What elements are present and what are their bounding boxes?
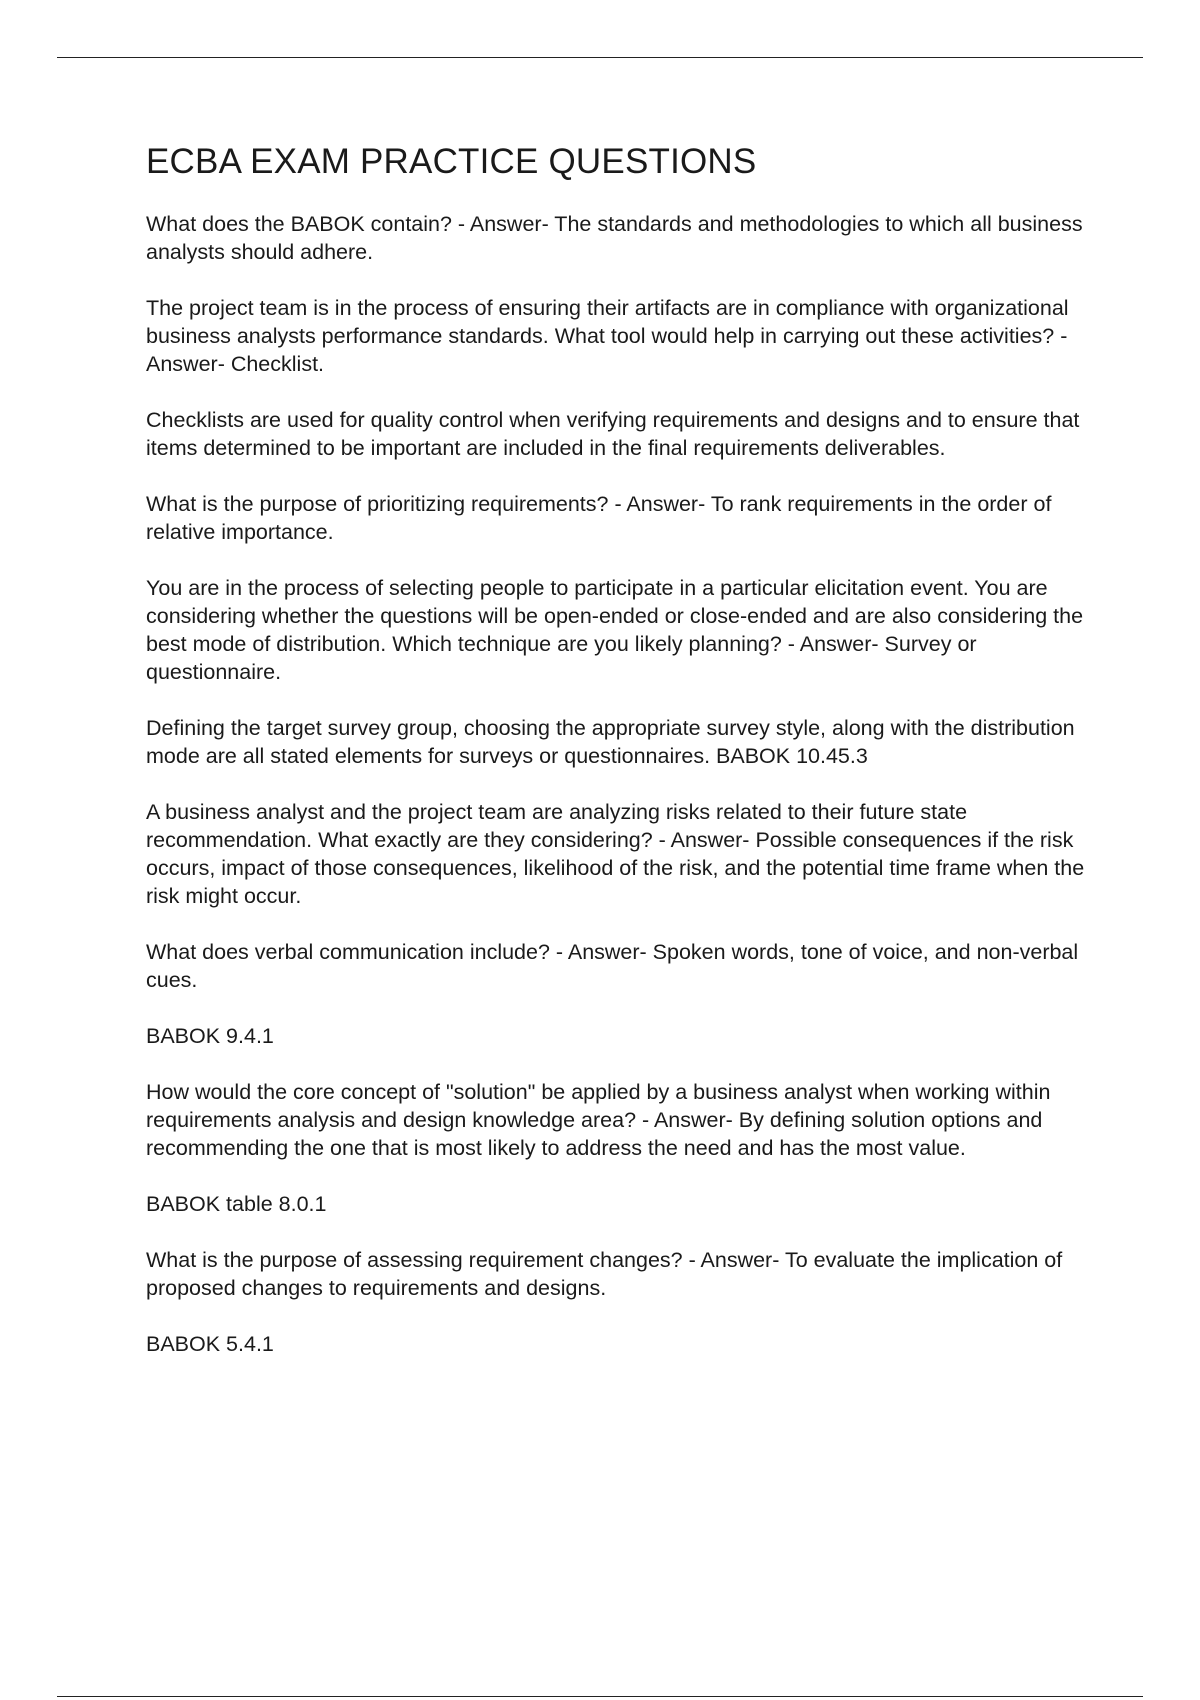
- paragraph-babok-reference-5-4-1: BABOK 5.4.1: [146, 1332, 274, 1356]
- paragraph-checklist-explanation: Checklists are used for quality control when verifying requirements and designs and to ensure that items determined to be important are included in the final requirements deliverables.: [146, 408, 1080, 460]
- paragraph-babok-contents: What does the BABOK contain? - Answer- The standards and methodologies to which all business analysts should adhere.: [146, 212, 1083, 264]
- paragraph-verbal-communication-question: What does verbal communication include? - Answer- Spoken words, tone of voice, and non-verbal cues.: [146, 940, 1079, 992]
- paragraph-survey-question: You are in the process of selecting people to participate in a particular elicitation event. You are considering whether the questions will be open-ended or close-ended and are also considering the best mode of distribution. Which technique are you likely planning? - Answer- Survey or questionnaire.: [146, 576, 1084, 684]
- page-title: ECBA EXAM PRACTICE QUESTIONS: [146, 142, 757, 181]
- paragraph-babok-reference-table-8-0-1: BABOK table 8.0.1: [146, 1192, 327, 1216]
- paragraph-checklist-question: The project team is in the process of ensuring their artifacts are in compliance with organizational business analysts performance standards. What tool would help in carrying out these activities? - Answer- Checklist.: [146, 296, 1069, 376]
- paragraph-survey-explanation: Defining the target survey group, choosing the appropriate survey style, along with the distribution mode are all stated elements for surveys or questionnaires. BABOK 10.45.3: [146, 716, 1075, 768]
- paragraph-requirement-changes-question: What is the purpose of assessing requirement changes? - Answer- To evaluate the implication of proposed changes to requirements and designs.: [146, 1248, 1063, 1300]
- paragraph-babok-reference-9-4-1: BABOK 9.4.1: [146, 1024, 274, 1048]
- document-body: [146, 140, 1096, 1386]
- paragraph-solution-concept-question: How would the core concept of "solution" be applied by a business analyst when working within requirements analysis and design knowledge area? - Answer- By defining solution options and recommending the one that is most likely to address the need and has the most value.: [146, 1080, 1051, 1160]
- paragraph-prioritizing-question: What is the purpose of prioritizing requirements? - Answer- To rank requirements in the order of relative importance.: [146, 492, 1052, 544]
- paragraph-risk-question: A business analyst and the project team are analyzing risks related to their future state recommendation. What exactly are they considering? - Answer- Possible consequences if the risk occurs, impact of those consequences, likelihood of the risk, and the potential time frame when the risk might occur.: [146, 800, 1085, 908]
- bottom-rule: [57, 1696, 1143, 1697]
- top-rule: [57, 57, 1143, 58]
